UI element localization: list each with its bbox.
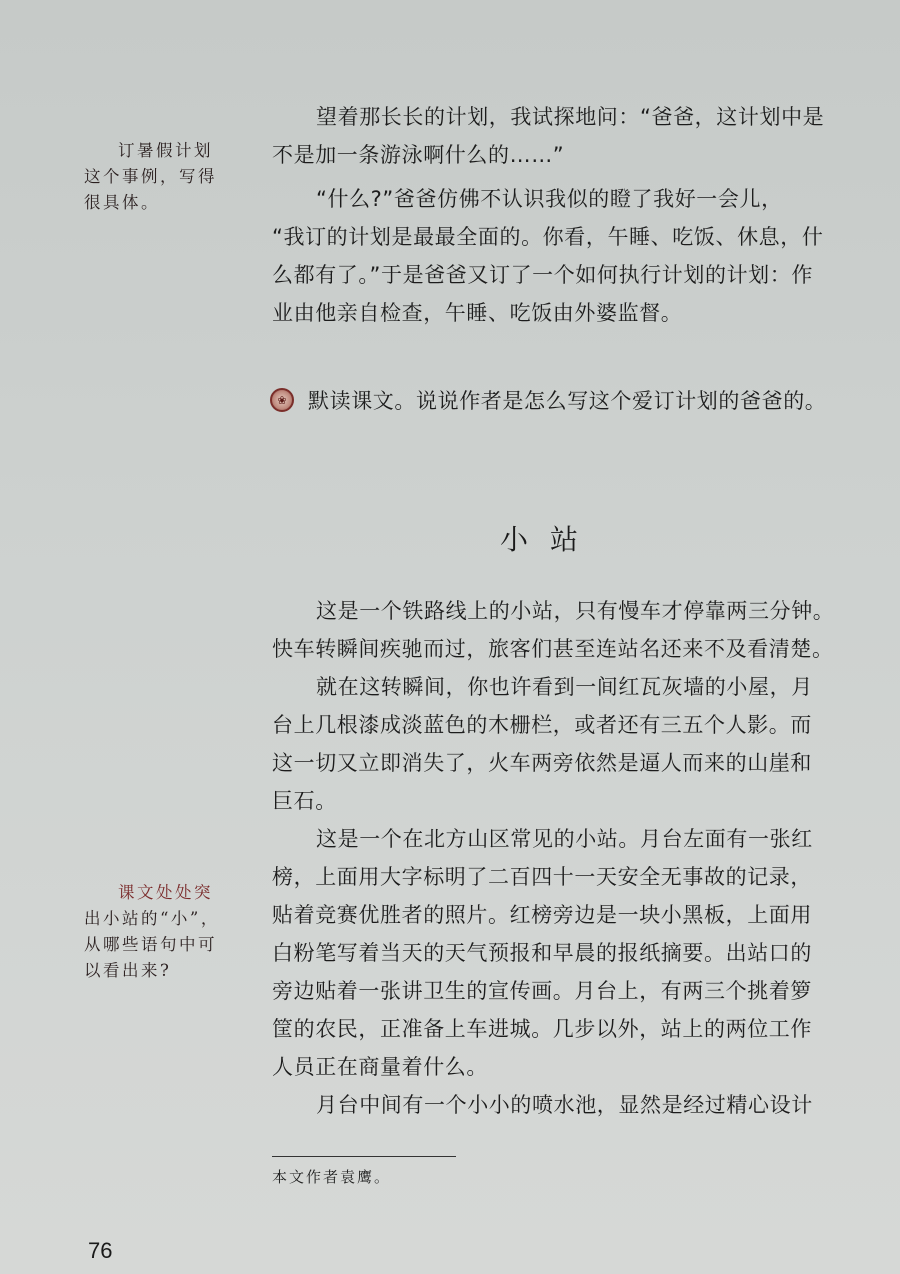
text-line: 这是一个在北方山区常见的小站。月台左面有一张红 <box>316 827 813 851</box>
margin-note-line: 这个事例，写得 <box>84 167 217 186</box>
paragraph-2 <box>272 668 828 820</box>
text-line: 么都有了。”于是爸爸又订了一个如何执行计划的计划：作 <box>272 263 813 287</box>
margin-note-line: 很具体。 <box>84 193 160 212</box>
margin-note-small-station <box>84 880 224 984</box>
text-line: 业由他亲自检查，午睡、吃饭由外婆监督。 <box>272 301 683 325</box>
footnote-divider <box>272 1156 456 1157</box>
text-line: 台上几根漆成淡蓝色的木栅栏，或者还有三五个人影。而 <box>272 713 812 737</box>
margin-note-line: 订暑假计划 <box>118 141 213 160</box>
paragraph-1 <box>272 592 835 668</box>
text-line: 这是一个铁路线上的小站，只有慢车才停靠两三分钟。 <box>316 599 835 623</box>
margin-note-line: 出小站的“小”， <box>84 909 220 928</box>
exercise-prompt <box>270 385 826 415</box>
text-line: 筐的农民，正准备上车进城。几步以外，站上的两位工作 <box>272 1017 812 1041</box>
text-line: 不是加一条游泳啊什么的……” <box>272 143 565 167</box>
paragraph-4 <box>272 1086 828 1124</box>
text-line: 就在这转瞬间，你也许看到一间红瓦灰墙的小屋，月 <box>316 675 813 699</box>
margin-note-line: 以看出来? <box>84 961 172 980</box>
text-line: 榜，上面用大字标明了二百四十一天安全无事故的记录， <box>272 865 812 889</box>
margin-note-plan-example <box>84 138 224 216</box>
page-number: 76 <box>88 1238 113 1263</box>
text-line: 这一切又立即消失了，火车两旁依然是逼人而来的山崖和 <box>272 751 812 775</box>
text-line: 贴着竞赛优胜者的照片。红榜旁边是一块小黑板，上面用 <box>272 903 812 927</box>
text-line: 望着那长长的计划，我试探地问：“爸爸，这计划中是 <box>316 105 825 129</box>
footnote-author: 本文作者袁鹰。 <box>272 1168 392 1186</box>
paragraph-father-reply <box>272 180 828 332</box>
text-line: “我订的计划是最最全面的。你看，午睡、吃饭、休息，什 <box>272 225 824 249</box>
paragraph-plan-question <box>272 98 828 174</box>
text-line: “什么?”爸爸仿佛不认识我似的瞪了我好一会儿， <box>316 187 783 211</box>
text-line: 旁边贴着一张讲卫生的宣传画。月台上，有两三个挑着箩 <box>272 979 812 1003</box>
text-line: 月台中间有一个小小的喷水池，显然是经过精心设计 <box>316 1093 813 1117</box>
text-line: 白粉笔写着当天的天气预报和早晨的报纸摘要。出站口的 <box>272 941 812 965</box>
exercise-text: 默读课文。说说作者是怎么写这个爱订计划的爸爸的。 <box>308 389 827 413</box>
margin-note-line: 从哪些语句中可 <box>84 935 217 954</box>
text-line: 人员正在商量着什么。 <box>272 1055 488 1079</box>
margin-note-line: 课文处处突 <box>118 883 213 902</box>
exercise-seal-icon: ❀ <box>270 388 294 412</box>
paragraph-3 <box>272 820 828 1086</box>
text-line: 巨石。 <box>272 789 337 813</box>
text-line: 快车转瞬间疾驰而过，旅客们甚至连站名还来不及看清楚。 <box>272 637 834 661</box>
lesson-title: 小站 <box>500 523 601 556</box>
